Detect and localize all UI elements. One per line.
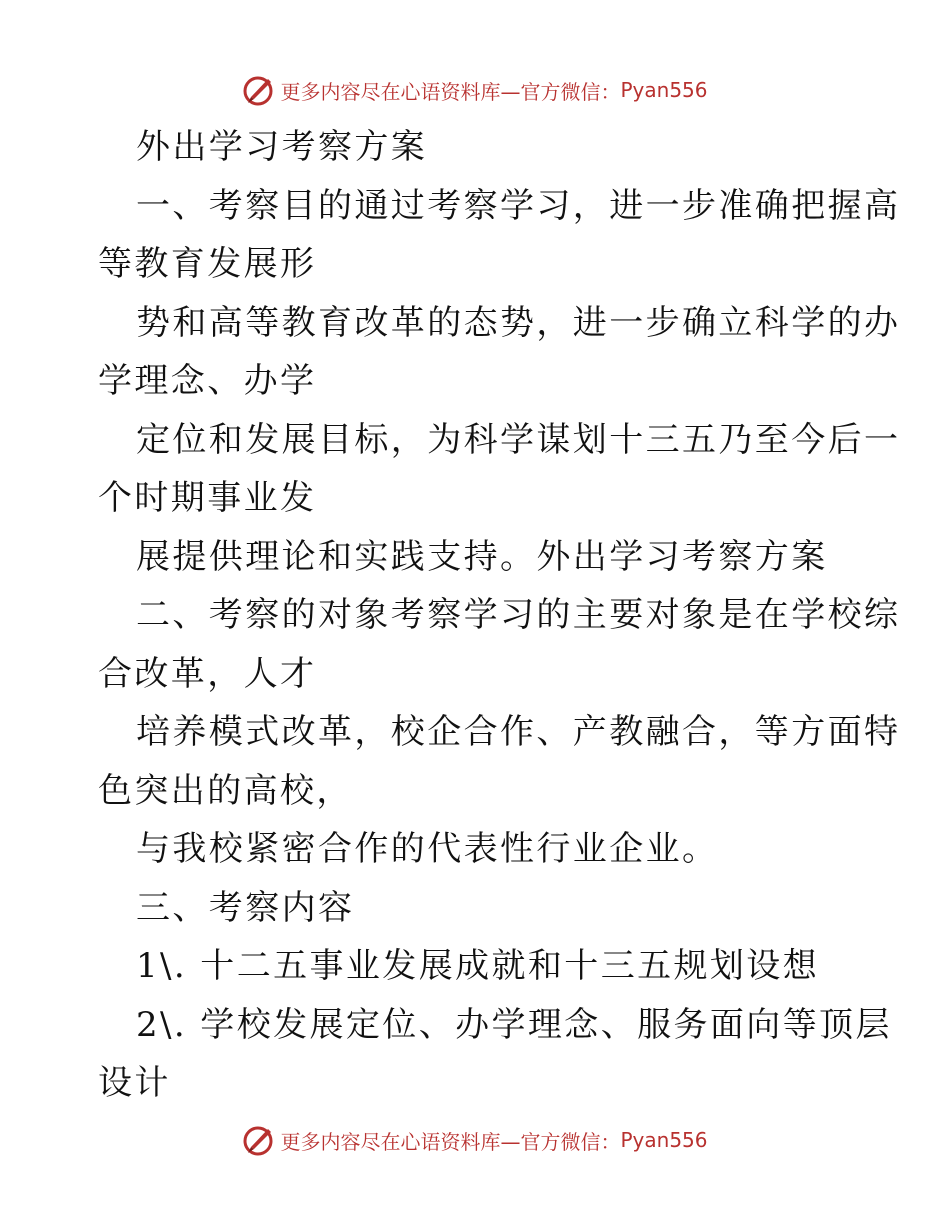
doc-line: 2\. 学校发展定位、办学理念、服务面向等顶层 <box>136 1004 892 1045</box>
doc-line: 设计 <box>98 1063 171 1103</box>
doc-line: 色突出的高校， <box>98 770 353 811</box>
watermark-text: 更多内容尽在心语资料库—官方微信： <box>280 79 621 104</box>
doc-line: 等教育发展形 <box>98 244 317 284</box>
header-watermark <box>0 70 950 110</box>
doc-line: 学理念、办学 <box>98 361 317 401</box>
doc-line: 一、考察目的通过考察学习，进一步准确把握高 <box>136 185 901 226</box>
doc-line: 培养模式改革，校企合作、产教融合，等方面特 <box>136 712 901 752</box>
doc-line: 合改革，人才 <box>98 653 317 694</box>
doc-line: 二、考察的对象考察学习的主要对象是在学校综 <box>136 595 901 635</box>
watermark-wechat-id: Pyan556 <box>620 78 708 102</box>
doc-line: 个时期事业发 <box>98 478 317 518</box>
doc-line: 外出学习考察方案 <box>136 127 428 167</box>
quill-logo-icon <box>242 1123 276 1157</box>
doc-line: 展提供理论和实践支持。外出学习考察方案 <box>136 536 828 577</box>
doc-line: 1\. 十二五事业发展成就和十三五规划设想 <box>136 946 820 986</box>
document-body <box>98 118 901 1113</box>
footer-watermark <box>0 1120 950 1160</box>
doc-line: 与我校紧密合作的代表性行业企业。 <box>136 829 719 869</box>
doc-line: 定位和发展目标，为科学谋划十三五乃至今后一 <box>136 419 901 460</box>
watermark-text: 更多内容尽在心语资料库—官方微信： <box>280 1129 621 1154</box>
watermark-wechat-id: Pyan556 <box>620 1128 708 1152</box>
quill-logo-icon <box>242 73 276 107</box>
doc-line: 势和高等教育改革的态势，进一步确立科学的办 <box>136 302 901 343</box>
doc-line: 三、考察内容 <box>136 887 355 928</box>
